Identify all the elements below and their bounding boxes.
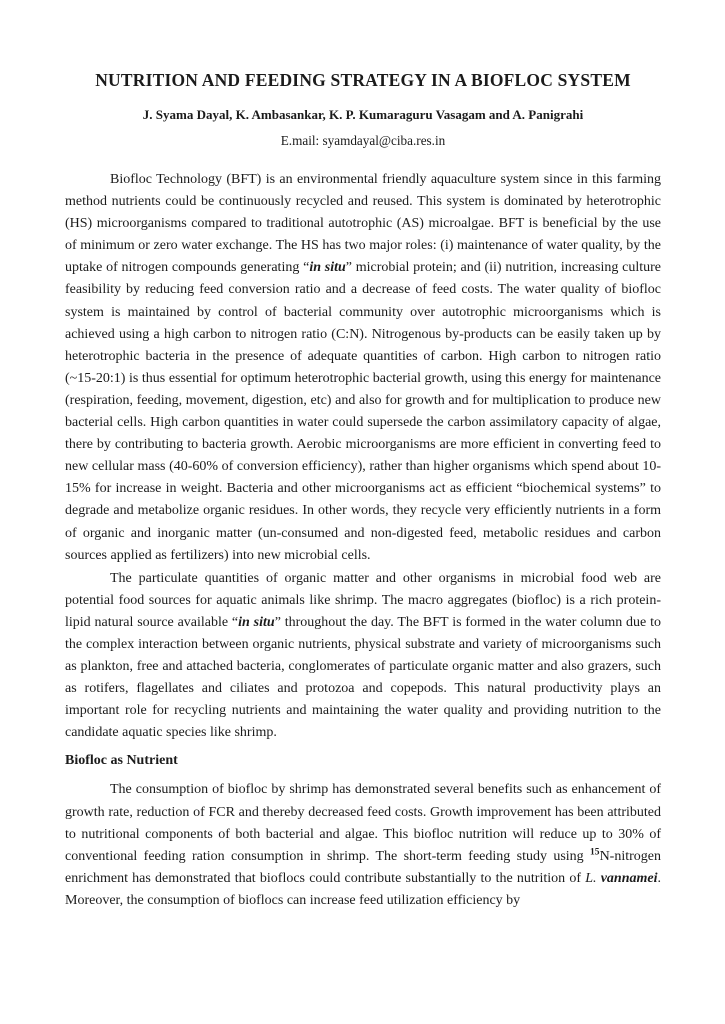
text-run: N-nitrogen enrichment has demonstrated that bioflocs could contribute substantially to the nutrition of (65, 848, 661, 886)
text-run: vannamei (600, 870, 658, 886)
text-run: in situ (238, 614, 275, 630)
text-run: 15 (590, 847, 600, 858)
paragraph (65, 568, 661, 745)
paragraph (65, 169, 661, 567)
page-title: NUTRITION AND FEEDING STRATEGY IN A BIOFLOC SYSTEM (95, 70, 631, 90)
text-run: The consumption of biofloc by shrimp has demonstrated several benefits such as enhancement of growth rate, reduction of FCR and thereby decreased feed costs. Growth improvement has been attributed to nutritional components of both bacterial and algae. This biofloc nutrition will reduce up to 30% of conventional feeding ration consumption in shrimp. The short-term feeding study using (65, 782, 661, 864)
section-heading: Biofloc as Nutrient (65, 753, 178, 769)
page-content (65, 68, 661, 912)
authors-line: J. Syama Dayal, K. Ambasankar, K. P. Kumaraguru Vasagam and A. Panigrahi (142, 107, 584, 122)
paragraph (65, 779, 661, 912)
text-run: in situ (309, 260, 346, 276)
text-run: . Moreover, the consumption of bioflocs can increase feed utilization efficiency by (65, 870, 661, 908)
text-run: ” throughout the day. The BFT is formed in the water column due to the complex interaction between organic nutrients, physical substrate and variety of microorganisms such as plankton, free and attached bacteria, conglomerates of particulate organic matter and also grazers, such as rotifers, flagellates and ciliates and protozoa and copepods. This natural productivity plays an important role for recycling nutrients and maintaining the water quality and providing nutrition to the candidate aquatic species like shrimp. (65, 614, 661, 741)
text-run: Biofloc Technology (BFT) is an environmental friendly aquaculture system since in this farming method nutrients could be continuously recycled and reused. This system is dominated by heterotrophic (HS) microorganisms compared to traditional autotrophic (AS) microalgae. BFT is beneficial by the use of minimum or zero water exchange. The HS has two major roles: (i) maintenance of water quality, by the uptake of nitrogen compounds generating “ (65, 172, 661, 276)
text-run: ” microbial protein; and (ii) nutrition, increasing culture feasibility by reducing feed conversion ratio and a decrease of feed costs. The water quality of biofloc system is maintained by control of bacterial community over autotrophic microorganisms which is achieved using a high carbon to nitrogen ratio (C:N). Nitrogenous by-products can be easily taken up by heterotrophic bacteria in the presence of adequate quantities of carbon. High carbon to nitrogen ratio (~15-20:1) is thus essential for optimum heterotrophic bacterial growth, using this energy for maintenance (respiration, feeding, movement, digestion, etc) and also for growth and for multiplication to produce new bacterial cells. High carbon quantities in water could supersede the carbon assimilatory capacity of algae, there by contributing to bacteria growth. Aerobic microorganisms are more efficient in converting feed to new cellular mass (40-60% of conversion efficiency), rather than higher organisms which spend about 10-15% for increase in weight. Bacteria and other microorganisms act as efficient “biochemical systems” to degrade and metabolize organic residues. In other words, they recycle very efficiently nutrients in a form of organic and inorganic matter (un-consumed and non-digested feed, metabolic residues and carbon sources applied as fertilizers) into new microbial cells. (65, 260, 661, 563)
intro-paragraphs (65, 169, 661, 744)
email-line: E.mail: syamdayal@ciba.res.in (280, 133, 446, 148)
text-run: L. (585, 870, 601, 886)
text-run: The particulate quantities of organic matter and other organisms in microbial food web are potential food sources for aquatic animals like shrimp. The macro aggregates (biofloc) is a rich protein-lipid natural source available “ (65, 570, 661, 630)
section-paragraphs (65, 779, 661, 912)
